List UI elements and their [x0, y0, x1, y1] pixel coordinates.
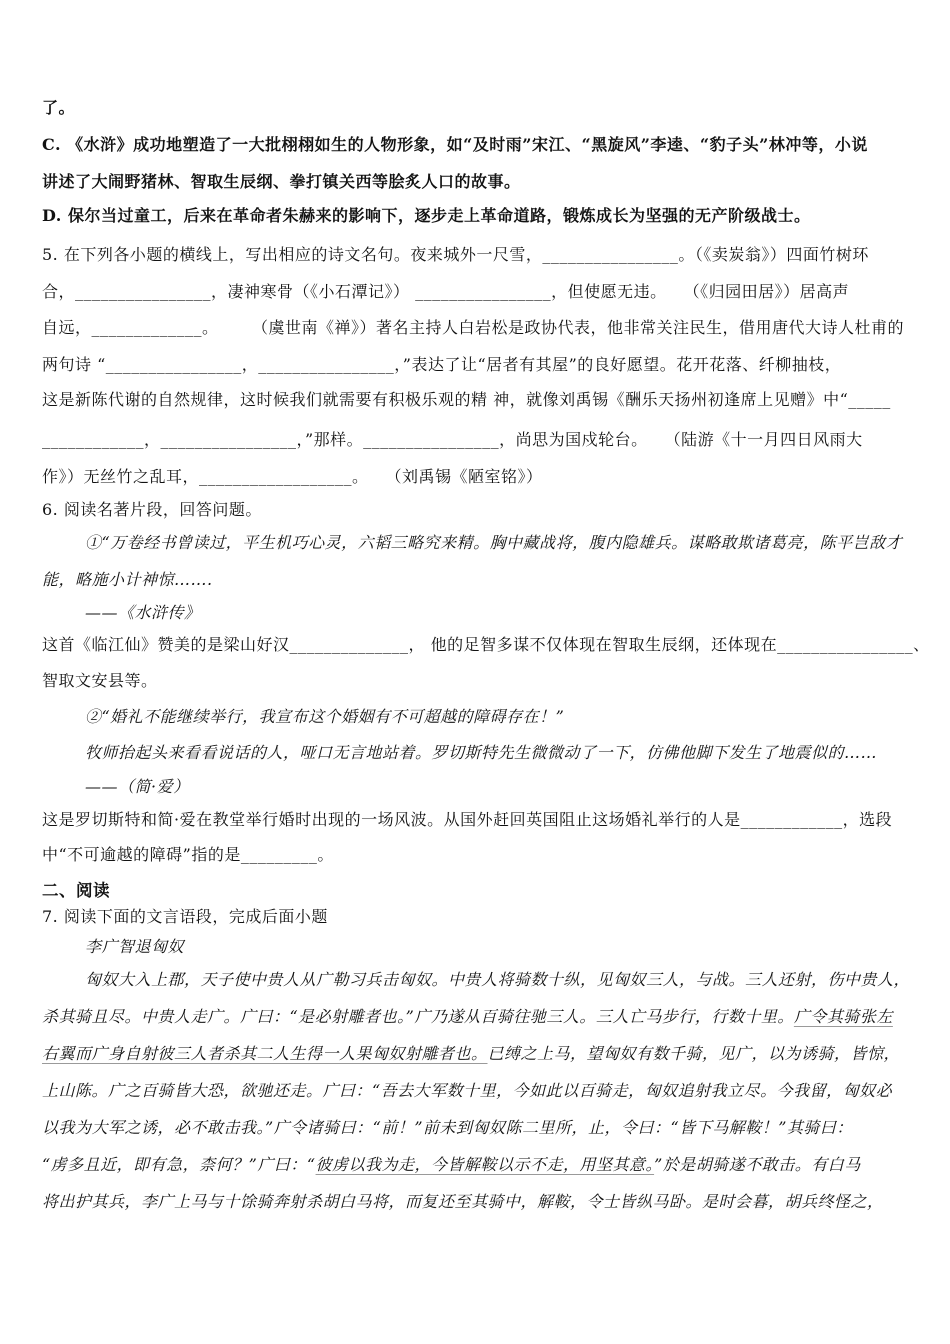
q6-question2-line2: 中“不可逾越的障碍”指的是_________。 [42, 845, 334, 864]
q7-passage-title: 李广智退匈奴 [85, 937, 185, 956]
q7-passage-line2 [42, 1007, 942, 1028]
q4-option-b-tail: 了。 [42, 98, 76, 117]
q6-excerpt2-line2: 牧师抬起头来看看说话的人，哑口无言地站着。罗切斯特先生微微动了一下，仿佛他脚下发生了地震似的…… [85, 743, 878, 762]
q5-line-1: 5. 在下列各小题的横线上，写出相应的诗文名句。夜来城外一尺雪，________________。（《卖炭翁》）四面竹树环 [42, 245, 869, 264]
q6-question2-line1: 这是罗切斯特和简·爱在教堂举行婚时出现的一场风波。从国外赶回英国阻止这场婚礼举行的人是____________，选段 [42, 810, 893, 829]
q7-line3-underlined-text: 右翼而广身自射彼三人者杀其二人生得一人果匈奴射雕者也。 [42, 1044, 488, 1063]
q5-line-4: 两句诗 “________________，________________，”表达了让“居者有其屋”的良好愿望。花开花落、纤柳抽枝， [42, 355, 842, 374]
q6-excerpt1-line1: ①“万卷经书曾读过，平生机巧心灵，六韬三略究来精。胸中藏战将，腹内隐雄兵。谋略敢欺诸葛亮，陈平岂敌才 [85, 533, 903, 552]
q7-passage-line4: 上山陈。广之百骑皆大恐，欲驰还走。广曰：“吾去大军数十里，今如此以百骑走，匈奴追射我立尽。今我留，匈奴必 [42, 1081, 893, 1100]
q7-line6-underlined-text: 彼虏以我为走，今皆解鞍以示不走，用坚其意。 [315, 1155, 655, 1174]
q5-line-5: 这是新陈代谢的自然规律，这时候我们就需要有积极乐观的精 神，就像刘禹锡《酬乐天扬州初逢席上见赠》中“_____ [42, 390, 891, 409]
q7-line3-text: 已缚之上马，望匈奴有数千骑，见广，以为诱骑，皆惊， [487, 1044, 901, 1063]
q6-excerpt2-line1: ②“婚礼不能继续举行，我宣布这个婚姻有不可超越的障碍存在！” [85, 707, 565, 726]
q5-line-7: 作》）无丝竹之乱耳，__________________。 （刘禹锡《陋室铭》） [42, 467, 543, 486]
q7-passage-line6 [42, 1155, 942, 1176]
q7-line2-text: 杀其骑且尽。中贵人走广。广曰：“是必射雕者也。”广乃遂从百骑往驰三人。三人亡马步行，行数十里。 [42, 1007, 794, 1026]
q4-option-c-line1: C. 《水浒》成功地塑造了一大批栩栩如生的人物形象，如“及时雨”宋江、“黑旋风”李逵、“豹子头”林冲等，小说 [42, 135, 868, 154]
q4-option-c-line2: 讲述了大闹野猪林、智取生辰纲、拳打镇关西等脍炙人口的故事。 [42, 172, 521, 191]
q6-excerpt1-line2: 能，略施小计神惊……. [42, 570, 213, 589]
section-2-heading: 二、阅读 [42, 881, 110, 900]
q6-excerpt2-source: ——（简·爱） [85, 777, 190, 796]
q5-line-2: 合，________________，凄神寒骨（《小石潭记》） ________________，但使愿无违。 （《归园田居》）居高声 [42, 282, 850, 301]
q7-line6-text-b: ”於是胡骑遂不敢击。有白马 [654, 1155, 861, 1174]
q6-question1-line1: 这首《临江仙》赞美的是梁山好汉______________， 他的足智多谋不仅体现在智取生辰纲，还体现在________________、 [42, 635, 930, 654]
q4-option-d: D. 保尔当过童工，后来在革命者朱赫来的影响下，逐步走上革命道路，锻炼成长为坚强的无产阶级战士。 [42, 206, 811, 225]
q6-question1-line2: 智取文安县等。 [42, 671, 158, 690]
q6-stem: 6. 阅读名著片段，回答问题。 [42, 500, 262, 519]
q7-passage-line1: 匈奴大入上郡，天子使中贵人从广勒习兵击匈奴。中贵人将骑数十纵，见匈奴三人，与战。三人还射，伤中贵人， [85, 970, 911, 989]
q7-passage-line5: 以我为大军之诱，必不敢击我。”广令诸骑曰：“前！”前未到匈奴陈二里所，止，令曰：“皆下马解鞍！”其骑曰： [42, 1118, 853, 1137]
q5-line-6: ____________，________________，”那样。________________，尚思为国戍轮台。 （陆游《十一月四日风雨大 [42, 430, 863, 449]
q7-line6-text-a: “虏多且近，即有急，柰何？”广曰：“ [42, 1155, 316, 1174]
q5-line-3: 自远，_____________。 （虞世南《禅》）著名主持人白岩松是政协代表，他非常关注民生，借用唐代大诗人杜甫的 [42, 318, 905, 337]
q7-line2-underlined-text: 广令其骑张左 [793, 1007, 893, 1026]
q7-stem: 7. 阅读下面的文言语段，完成后面小题 [42, 907, 328, 926]
q6-excerpt1-source: ——《水浒传》 [85, 603, 201, 622]
q7-passage-line3 [42, 1044, 942, 1065]
q7-passage-line7: 将出护其兵，李广上马与十馀骑奔射杀胡白马将，而复还至其骑中，解鞍，令士皆纵马卧。是时会暮，胡兵终怪之， [42, 1192, 884, 1211]
